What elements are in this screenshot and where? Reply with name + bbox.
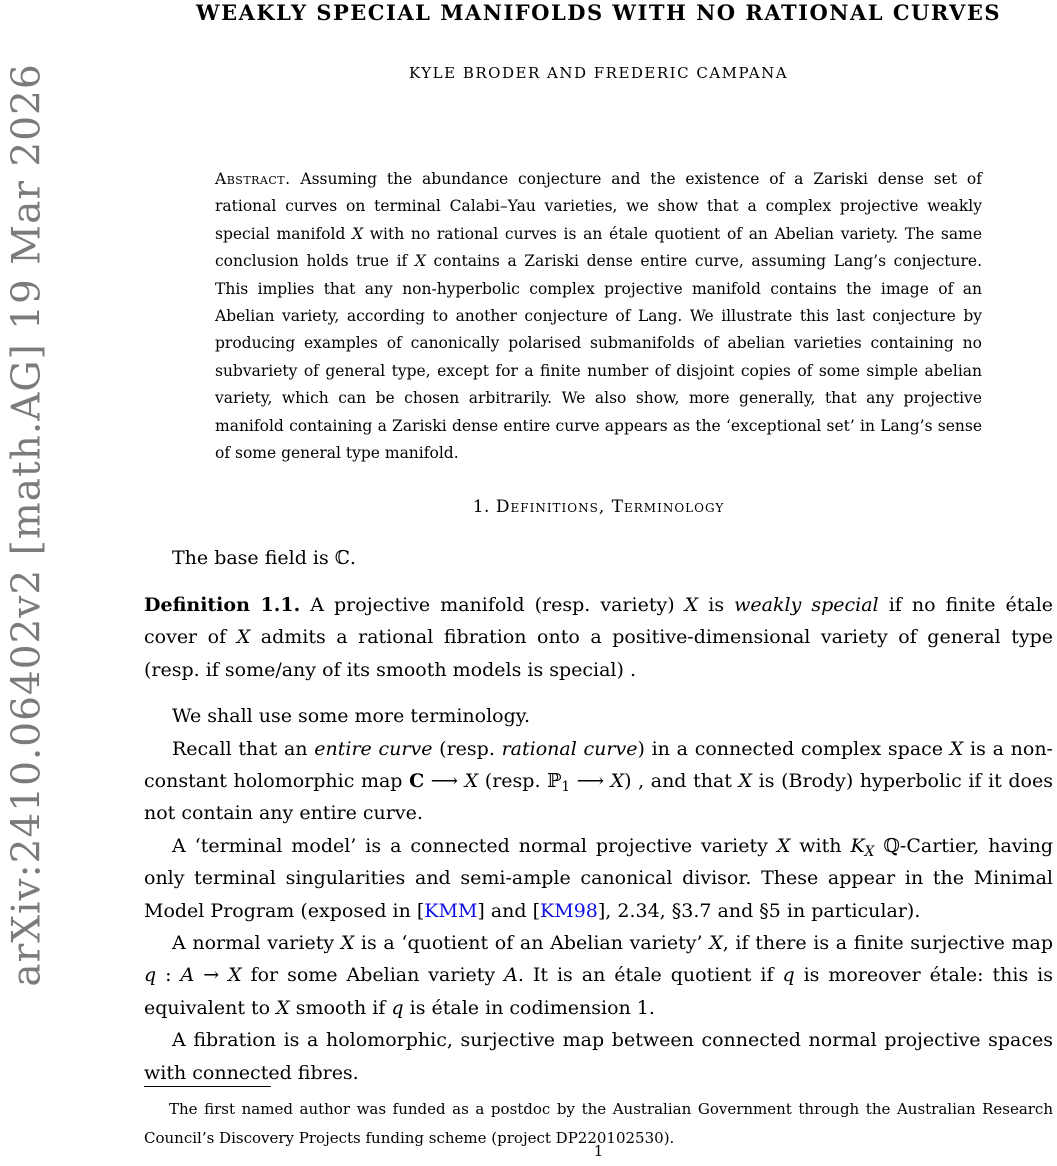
text-segment: (resp. ℙ bbox=[478, 769, 562, 792]
text-segment: X bbox=[949, 737, 964, 760]
text-segment: A bbox=[504, 964, 518, 987]
text-segment: q bbox=[144, 964, 157, 987]
text-segment: is a ‘quotient of an Abelian variety’ bbox=[354, 931, 710, 954]
page-number: 1 bbox=[593, 1142, 604, 1160]
text-segment: is a non-constant holomorphic map bbox=[144, 737, 1053, 792]
text-segment: q bbox=[391, 996, 404, 1019]
paper-title: WEAKLY SPECIAL MANIFOLDS WITH NO RATIONAL CURVES bbox=[195, 0, 1002, 25]
text-segment: X bbox=[352, 224, 364, 243]
text-segment: if no finite étale cover of bbox=[144, 593, 1054, 649]
text-segment: with bbox=[790, 834, 851, 857]
text-segment: We shall use some more terminology. bbox=[172, 705, 531, 728]
text-segment: X bbox=[228, 964, 242, 987]
text-segment: A ‘terminal model’ is a connected normal projective variety bbox=[172, 834, 777, 857]
text-segment: X bbox=[236, 626, 251, 649]
paragraph-fibration bbox=[144, 1024, 1053, 1089]
citation-link[interactable]: KM98 bbox=[540, 899, 598, 922]
text-segment: ] and [ bbox=[477, 899, 541, 922]
abstract bbox=[215, 166, 982, 467]
paragraph-terminal-model bbox=[144, 830, 1053, 927]
text-segment: , if there is a finite surjective map bbox=[722, 931, 1054, 954]
text-segment: . It is an étale quotient if bbox=[517, 964, 783, 987]
text-segment: C bbox=[409, 769, 425, 792]
text-segment: X bbox=[464, 769, 479, 792]
text-segment: ) , and that bbox=[624, 769, 739, 792]
text-segment: ⟶ bbox=[424, 769, 465, 792]
paper-authors: KYLE BRODER AND FREDERIC CAMPANA bbox=[408, 64, 789, 82]
text-segment: Definition 1.1. bbox=[144, 593, 301, 616]
text-segment: A fibration is a holomorphic, surjective map between connected normal projective spaces with connected fibres. bbox=[144, 1029, 1053, 1084]
abstract-text bbox=[215, 170, 982, 462]
text-segment: q bbox=[782, 964, 795, 987]
text-segment: 1 bbox=[561, 778, 571, 795]
paragraph-terminology bbox=[144, 700, 1053, 732]
text-segment: rational curve bbox=[501, 737, 638, 760]
text-segment: Assuming the abundance conjecture and the existence of a Zariski dense set of rational curves on terminal Calabi–Yau varieties, we show that a complex projective weakly special manifold bbox=[215, 170, 982, 243]
paragraph-entire-curve bbox=[144, 733, 1053, 830]
text-segment: X bbox=[340, 931, 355, 954]
text-segment: The first named author was funded as a postdoc by the Australian Government through the Australian Research Council’s Discovery Projects funding scheme (project DP220102530). bbox=[144, 1100, 1053, 1147]
abstract-label: Abstract. bbox=[215, 170, 291, 188]
text-segment: A normal variety bbox=[172, 931, 341, 954]
text-segment: (resp. bbox=[432, 737, 502, 760]
text-segment: is bbox=[698, 593, 735, 616]
text-segment: X bbox=[864, 843, 875, 860]
text-segment: X bbox=[776, 834, 791, 857]
arxiv-watermark: arXiv:2410.06402v2 [math.AG] 19 Mar 2026 bbox=[4, 63, 50, 987]
text-segment: A projective manifold (resp. variety) bbox=[300, 593, 685, 616]
section-title: Definitions, Terminology bbox=[495, 497, 725, 518]
text-segment: Recall that an bbox=[172, 737, 315, 760]
section-heading bbox=[144, 497, 1053, 517]
text-segment: smooth if bbox=[289, 996, 392, 1019]
text-segment: → bbox=[194, 964, 229, 987]
text-segment: is étale in codimension 1. bbox=[403, 996, 655, 1019]
paragraph-abelian-quotient bbox=[144, 927, 1053, 1024]
text-segment: is (Brody) hyperbolic if it does not contain any entire curve. bbox=[144, 769, 1053, 825]
text-segment: X bbox=[610, 769, 625, 792]
text-segment: ], 2.34, §3.7 and §5 in particular). bbox=[597, 899, 921, 922]
text-segment: X bbox=[414, 252, 426, 271]
text-segment: weakly special bbox=[734, 593, 879, 616]
text-segment: : bbox=[156, 964, 181, 987]
text-segment: for some Abelian variety bbox=[241, 964, 505, 987]
text-segment: ℚ-Cartier, having only terminal singularities and semi-ample canonical divisor. These appear in the Minimal Model Program (exposed in [ bbox=[144, 834, 1053, 922]
text-segment: X bbox=[738, 769, 753, 792]
text-segment: X bbox=[276, 996, 290, 1019]
text-segment: The base field is ℂ. bbox=[172, 547, 356, 570]
paragraph-base-field bbox=[144, 542, 1053, 574]
text-segment: with no rational curves is an étale quotient of an Abelian variety. The same conclusion holds true if bbox=[215, 224, 982, 271]
text-segment: K bbox=[850, 834, 865, 857]
text-segment: is moreover étale: this is equivalent to bbox=[144, 964, 1053, 1019]
text-segment: X bbox=[709, 931, 723, 954]
text-segment: admits a rational fibration onto a positive-dimensional variety of general type (resp. if some/any of its smooth models is special) . bbox=[144, 626, 1053, 681]
text-segment: ⟶ bbox=[570, 769, 611, 792]
paragraph-definition-1-1 bbox=[144, 589, 1053, 686]
text-segment: A bbox=[180, 964, 195, 987]
text-segment: contains a Zariski dense entire curve, assuming Lang’s conjecture. This implies that any non-hyperbolic complex projective manifold contains the image of an Abelian variety, according to another conjecture of Lang. We illustrate this last conjecture by producing examples of canonically polarised submanifolds of abelian varieties containing no subvariety of general type, except for a finite number of disjoint copies of some simple abelian variety, which can be chosen arbitrarily. We also show, more generally, that any projective manifold containing a Zariski dense entire curve appears as the ‘exceptional set’ in Lang’s sense of some general type manifold. bbox=[215, 252, 982, 463]
text-segment: ) in a connected complex space bbox=[637, 737, 950, 760]
text-segment: entire curve bbox=[314, 737, 433, 760]
footnote-rule bbox=[144, 1086, 271, 1087]
text-segment: X bbox=[684, 593, 699, 616]
section-number: 1. bbox=[472, 497, 490, 518]
page-content bbox=[144, 0, 1054, 1160]
citation-link[interactable]: KMM bbox=[424, 899, 478, 922]
